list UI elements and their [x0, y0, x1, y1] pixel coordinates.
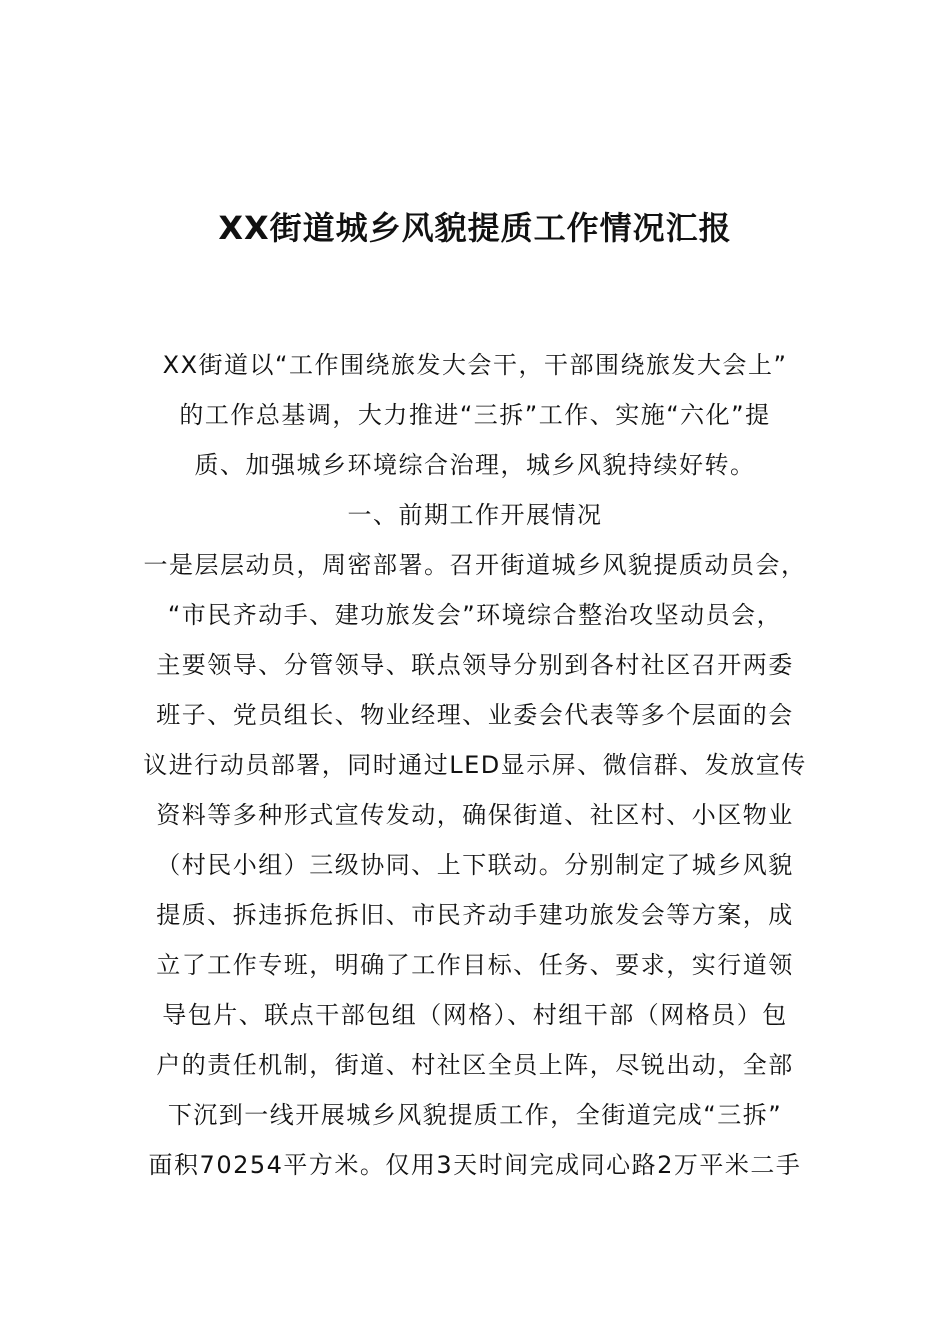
body-line: “市民齐动手、建功旅发会”环境综合整治攻坚动员会， — [167, 601, 783, 629]
body-line: 提质、拆违拆危拆旧、市民齐动手建功旅发会等方案，成 — [156, 901, 794, 929]
intro-line: XX街道以“工作围绕旅发大会干，干部围绕旅发大会上” — [162, 351, 788, 379]
body-line: （村民小组）三级协同、上下联动。分别制定了城乡风貌 — [156, 851, 794, 879]
body-line: 立了工作专班，明确了工作目标、任务、要求，实行道领 — [156, 951, 794, 979]
body-line: 主要领导、分管领导、联点领导分别到各村社区召开两委 — [156, 651, 794, 679]
body-line: 资料等多种形式宣传发动，确保街道、社区村、小区物业 — [156, 801, 794, 829]
body-line: 一是层层动员，周密部署。召开街道城乡风貌提质动员会， — [143, 551, 807, 579]
intro-line: 质、加强城乡环境综合治理，城乡风貌持续好转。 — [194, 451, 756, 479]
body-line: 导包片、联点干部包组（网格）、村组干部（网格员）包 — [162, 1001, 788, 1029]
intro-line: 的工作总基调，大力推进“三拆”工作、实施“六化”提 — [179, 401, 771, 429]
body-line: 面积70254平方米。仅用3天时间完成同心路2万平米二手 — [148, 1151, 802, 1179]
section-heading: 一、前期工作开展情况 — [347, 501, 603, 529]
body-line: 下沉到一线开展城乡风貌提质工作，全街道完成“三拆” — [167, 1101, 783, 1129]
body-line: 班子、党员组长、物业经理、业委会代表等多个层面的会 — [156, 701, 794, 729]
document-title: XX街道城乡风貌提质工作情况汇报 — [218, 209, 732, 247]
body-line: 议进行动员部署，同时通过LED显示屏、微信群、发放宣传 — [143, 751, 807, 779]
body-line: 户的责任机制，街道、村社区全员上阵，尽锐出动，全部 — [156, 1051, 794, 1079]
